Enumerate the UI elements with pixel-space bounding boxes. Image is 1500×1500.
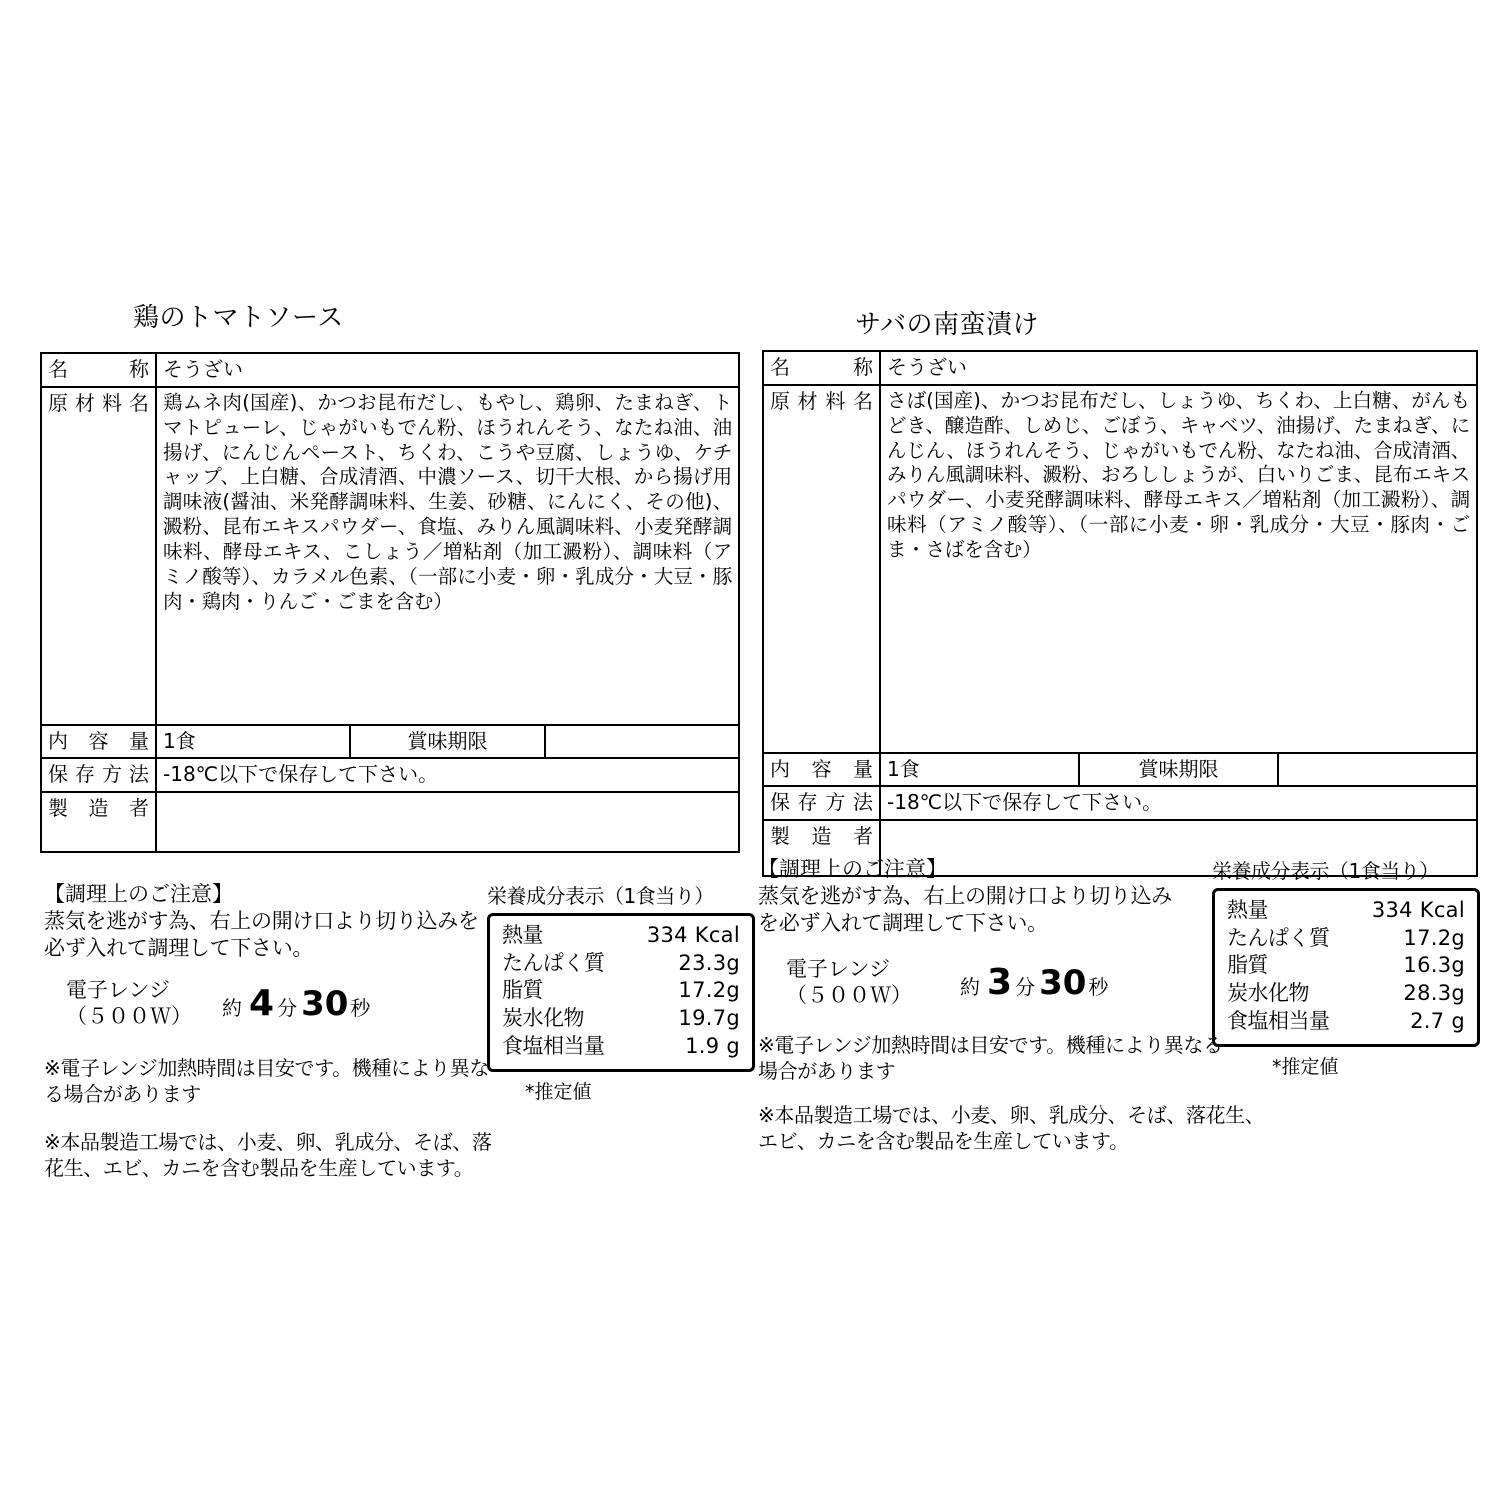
manufacturer-value [156, 792, 739, 852]
table-row [41, 353, 739, 387]
nutrition-value: 28.3g [1403, 981, 1465, 1006]
nutrition-label: 炭水化物 [502, 1006, 584, 1031]
nutrition-row [1227, 897, 1465, 925]
table-row [41, 387, 739, 725]
best-before-value [545, 725, 739, 759]
approx-label: 約 [222, 996, 242, 1020]
cooking-heading: 【調理上のご注意】 [758, 857, 947, 881]
table-row [763, 786, 1477, 820]
table-row [763, 753, 1477, 787]
manufacturer-label: 製 造 者 [763, 820, 880, 876]
nutrition-label: 脂質 [1227, 953, 1268, 978]
nutrition-row [1227, 952, 1465, 980]
cooking-note-1: ※電子レンジ加熱時間は目安です。機種により異なる場合があります [758, 1033, 1223, 1084]
nutrition-value: 334 Kcal [1371, 898, 1465, 922]
product-label-right [755, 0, 1500, 1500]
name-value: そうざい [156, 353, 739, 387]
quantity-label: 内 容 量 [41, 725, 156, 759]
nutrition-value: 23.3g [678, 950, 740, 975]
allergen-note: ※本品製造工場では、小麦、卵、乳成分、そば、落花生、エビ、カニを含む製品を生産しています。 [758, 1103, 1265, 1154]
nutrition-facts-table-right [762, 350, 1478, 877]
storage-value: -18℃以下で保存して下さい。 [156, 758, 739, 792]
quantity-label: 内 容 量 [763, 753, 880, 787]
quantity-value: 1食 [156, 725, 350, 759]
minutes-unit: 分 [277, 996, 298, 1020]
product-title-left: 鶏のトマトソース [133, 303, 344, 333]
nutrition-title: 栄養成分表示（1食当り） [1212, 859, 1439, 883]
nutrition-value: 334 Kcal [646, 923, 740, 947]
storage-label: 保存方法 [763, 786, 880, 820]
nutrition-value: 17.2g [1403, 925, 1465, 950]
nutrition-value: 16.3g [1403, 953, 1465, 978]
name-label: 名 称 [763, 351, 880, 385]
nutrition-value: 1.9 g [685, 1033, 740, 1058]
nutrition-label: 脂質 [502, 978, 543, 1003]
microwave-seconds: 30 [301, 984, 349, 1024]
nutrition-row [502, 1005, 740, 1033]
microwave-minutes: 4 [249, 983, 275, 1024]
best-before-label: 賞味期限 [350, 725, 544, 759]
ingredients-label: 原材料名 [41, 387, 156, 725]
microwave-power: （５００Ｗ） [786, 982, 912, 1007]
allergen-note: ※本品製造工場では、小麦、卵、乳成分、そば、落花生、エビ、カニを含む製品を生産しています。 [44, 1130, 492, 1181]
cooking-instructions-left [44, 881, 494, 1181]
table-row [763, 351, 1477, 385]
product-title-right: サバの南蛮漬け [855, 310, 1039, 340]
nutrition-label: たんぱく質 [1227, 925, 1330, 950]
nutrition-value: 2.7 g [1410, 1008, 1465, 1033]
nutrition-row [1227, 925, 1465, 953]
nutrition-label: 食塩相当量 [502, 1033, 605, 1058]
microwave-instruction [758, 957, 1190, 1008]
microwave-label: 電子レンジ [66, 978, 170, 1003]
table-row [763, 385, 1477, 753]
microwave-seconds: 30 [1039, 963, 1087, 1003]
cooking-note-1: ※電子レンジ加熱時間は目安です。機種により異なる場合があります [44, 1056, 489, 1107]
estimate-note: *推定値 [1272, 1055, 1339, 1078]
cooking-body: 蒸気を逃がす為、右上の開け口より切り込みを必ず入れて調理して下さい。 [758, 883, 1172, 935]
nutrition-panel-right [1212, 855, 1480, 1079]
microwave-minutes: 3 [987, 962, 1013, 1003]
seconds-unit: 秒 [350, 996, 371, 1020]
microwave-label: 電子レンジ [786, 957, 890, 982]
nutrition-label: 食塩相当量 [1227, 1008, 1330, 1033]
nutrition-row [502, 922, 740, 950]
quantity-value: 1食 [880, 753, 1079, 787]
table-row [41, 758, 739, 792]
nutrition-panel-left [487, 880, 755, 1104]
table-row [41, 792, 739, 852]
cooking-body: 蒸気を逃がす為、右上の開け口より切り込みを必ず入れて調理して下さい。 [44, 908, 479, 960]
name-label: 名 称 [41, 353, 156, 387]
best-before-value [1278, 753, 1477, 787]
best-before-label: 賞味期限 [1079, 753, 1278, 787]
nutrition-row [502, 950, 740, 978]
nutrition-box [487, 913, 755, 1072]
nutrition-label: 熱量 [1227, 898, 1268, 922]
approx-label: 約 [960, 975, 980, 999]
table-row [41, 725, 739, 759]
nutrition-row [1227, 1008, 1465, 1036]
storage-value: -18℃以下で保存して下さい。 [880, 786, 1477, 820]
ingredients-label: 原材料名 [763, 385, 880, 753]
nutrition-box [1212, 888, 1480, 1047]
ingredients-value: 鶏ムネ肉(国産)、かつお昆布だし、もやし、鶏卵、たまねぎ、トマトピューレ、じゃがいもでん粉、ほうれんそう、なたね油、油揚げ、にんじんペースト、ちくわ、こうや豆腐、しょうゆ、ケチャップ、上白糖、合成清酒、中濃ソース、切干大根、から揚げ用調味液(醤油、米発酵調味料、生姜、砂糖、にんにく、その他)、澱粉、昆布エキスパウダー、食塩、みりん風調味料、小麦発酵調味料、酵母エキス、こしょう／増粘剤（加工澱粉）、調味料（アミノ酸等）、カラメル色素、（一部に小麦・卵・乳成分・大豆・豚肉・鶏肉・りんご・ごまを含む） [156, 387, 739, 725]
name-value: そうざい [880, 351, 1477, 385]
ingredients-value: さば(国産)、かつお昆布だし、しょうゆ、ちくわ、上白糖、がんもどき、醸造酢、しめじ、ごぼう、キャベツ、油揚げ、たまねぎ、にんじん、ほうれんそう、じゃがいもでん粉、なたね油、合成清酒、みりん風調味料、澱粉、おろししょうが、白いりごま、昆布エキスパウダー、小麦発酵調味料、酵母エキス／増粘剤（加工澱粉）、調味料（アミノ酸等）、（一部に小麦・卵・乳成分・大豆・豚肉・ごま・さばを含む） [880, 385, 1477, 753]
nutrition-row [502, 977, 740, 1005]
nutrition-title: 栄養成分表示（1食当り） [487, 884, 714, 908]
nutrition-facts-table-left [40, 352, 740, 853]
nutrition-value: 19.7g [678, 1006, 740, 1031]
manufacturer-label: 製 造 者 [41, 792, 156, 852]
nutrition-row [1227, 980, 1465, 1008]
seconds-unit: 秒 [1088, 975, 1109, 999]
nutrition-label: たんぱく質 [502, 950, 605, 975]
nutrition-label: 炭水化物 [1227, 981, 1309, 1006]
nutrition-label: 熱量 [502, 923, 543, 947]
microwave-instruction [44, 978, 494, 1029]
nutrition-row [502, 1033, 740, 1061]
storage-label: 保存方法 [41, 758, 156, 792]
nutrition-value: 17.2g [678, 978, 740, 1003]
minutes-unit: 分 [1015, 975, 1036, 999]
microwave-power: （５００Ｗ） [66, 1003, 192, 1028]
estimate-note: *推定値 [525, 1080, 592, 1103]
cooking-heading: 【調理上のご注意】 [44, 882, 233, 906]
